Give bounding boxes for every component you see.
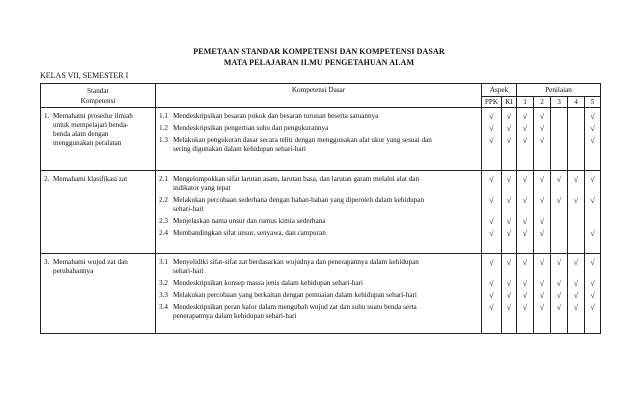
check-mark: √ [522, 258, 528, 267]
check-mark: √ [522, 229, 528, 238]
kd-text [173, 124, 328, 133]
table-row [41, 254, 601, 334]
check-mark [551, 124, 567, 133]
sk-text: Memahami wujud zat dan [53, 258, 128, 266]
header-penilaian-4: 4 [568, 97, 585, 108]
check-mark: √ [573, 279, 579, 288]
check-mark: √ [489, 229, 494, 238]
check-mark: √ [539, 112, 545, 121]
kd-text [173, 291, 417, 300]
kd-text-line: penerapannya dalam kehidupan sehari-hari [173, 312, 297, 320]
check-mark [568, 217, 584, 226]
header-penilaian-5: 5 [585, 97, 601, 108]
header-standar-line1: Standar [87, 87, 109, 95]
assessment-mark-cell [534, 254, 551, 334]
check-mark: √ [506, 175, 512, 184]
kompetensi-dasar-cell [156, 254, 482, 334]
check-mark: √ [590, 279, 595, 288]
check-mark: √ [539, 303, 545, 312]
check-mark: √ [556, 291, 562, 300]
header-ki: KI [502, 97, 517, 108]
header-standar-line2: Kompetensi [80, 97, 116, 105]
assessment-mark-cell [585, 171, 601, 254]
header-kompetensi-dasar: Kompetensi Dasar [156, 84, 482, 108]
assessment-mark-cell [502, 108, 517, 171]
check-mark: √ [506, 124, 512, 133]
assessment-mark-cell [534, 108, 551, 171]
assessment-mark-cell [568, 254, 585, 334]
assessment-mark-cell [551, 254, 568, 334]
check-mark: √ [506, 112, 512, 121]
kd-text-line: Mendeskripsikan peran kalor dalam mengubah wujud zat dan suhu suatu benda serta [173, 303, 417, 311]
document-title-line2: MATA PELAJARAN ILMU PENGETAHUAN ALAM [223, 58, 415, 67]
sk-text-continuation: benda alam dengan [53, 130, 109, 138]
assessment-mark-cell [482, 108, 502, 171]
check-mark: √ [556, 303, 562, 312]
sk-text-continuation: untuk mempelajari benda- [53, 121, 129, 129]
check-mark: √ [539, 217, 545, 226]
check-mark: √ [590, 196, 595, 205]
kd-number: 1.1 [159, 112, 168, 120]
check-mark: √ [489, 303, 494, 312]
check-mark [585, 217, 600, 226]
kd-text-line: sehari-hari [173, 205, 204, 213]
standar-kompetensi-cell [41, 171, 156, 254]
document-title-line1: PEMETAAN STANDAR KOMPETENSI DAN KOMPETENSI DASAR [193, 47, 445, 56]
assessment-mark-cell [502, 254, 517, 334]
check-mark: √ [522, 175, 528, 184]
kd-text-line: Mengelompokkan sifat larutan asam, larutan basa, dan larutan garam melalui alat dan [173, 175, 420, 183]
kd-text-line: indikator yang tepat [173, 184, 231, 192]
sk-text-continuation: menggunakan peralatan [53, 139, 122, 147]
check-mark: √ [539, 229, 545, 238]
kd-number: 1.2 [159, 124, 168, 132]
check-mark: √ [489, 258, 494, 267]
check-mark [568, 124, 584, 133]
kd-text [173, 112, 378, 121]
check-mark: √ [522, 303, 528, 312]
check-mark: √ [506, 196, 512, 205]
check-mark: √ [556, 175, 562, 184]
assessment-mark-cell [551, 108, 568, 171]
check-mark: √ [590, 136, 595, 145]
kompetensi-dasar-item [159, 258, 478, 276]
check-mark: √ [590, 112, 595, 121]
check-mark: √ [573, 303, 579, 312]
check-mark: √ [539, 279, 545, 288]
table-row [41, 108, 601, 171]
check-mark [551, 136, 567, 154]
kd-text-line: Menjelaskan nama unsur dan rumus kimia sederhana [173, 217, 326, 225]
header-aspek: Aspek [482, 84, 517, 97]
kompetensi-dasar-item [159, 291, 478, 300]
check-mark [551, 217, 567, 226]
kd-text-line: Mendeskripsikan konsep massa jenis dalam kehidupan sehari-hari [173, 279, 364, 287]
kd-text [173, 303, 417, 321]
table-row [41, 171, 601, 254]
kd-number: 3.3 [159, 291, 168, 299]
check-mark: √ [506, 229, 512, 238]
check-mark: √ [590, 303, 595, 312]
check-mark: √ [522, 196, 528, 205]
kompetensi-dasar-item [159, 196, 478, 214]
kd-text-line: Melakukan pengukuran dasar secara teliti dengan menggunakan alat ukur yang sesuai dan [173, 136, 432, 144]
kd-number: 3.1 [159, 258, 168, 266]
check-mark: √ [539, 258, 545, 267]
kd-text [173, 136, 432, 154]
check-mark: √ [522, 136, 528, 145]
sk-number: 2. [44, 175, 50, 183]
check-mark: √ [556, 196, 562, 205]
check-mark: √ [590, 175, 595, 184]
kompetensi-dasar-item [159, 217, 478, 226]
kd-text-line: Membandingkan sifat unsur, senyawa, dan campuran [173, 229, 326, 237]
check-mark: √ [539, 136, 545, 145]
kompetensi-dasar-item [159, 175, 478, 193]
header-penilaian: Penilaian [517, 84, 601, 97]
header-penilaian-3: 3 [551, 97, 568, 108]
kd-text [173, 279, 363, 288]
kompetensi-dasar-item [159, 303, 478, 321]
check-mark: √ [506, 279, 512, 288]
check-mark: √ [489, 291, 494, 300]
check-mark: √ [522, 279, 528, 288]
check-mark: √ [489, 124, 494, 133]
kd-text-line: sering digunakan dalam kehidupan sehari-hari [173, 145, 306, 153]
check-mark: √ [489, 217, 494, 226]
check-mark: √ [573, 258, 579, 267]
check-mark: √ [489, 112, 494, 121]
check-mark: √ [506, 136, 512, 145]
kd-number: 3.4 [159, 303, 168, 311]
check-mark: √ [489, 175, 494, 184]
kd-text [173, 217, 326, 226]
kd-number: 2.4 [159, 229, 168, 237]
assessment-mark-cell [568, 171, 585, 254]
header-ppk: PPK [482, 97, 502, 108]
kompetensi-dasar-item [159, 112, 478, 121]
check-mark [568, 136, 584, 154]
kd-text [173, 229, 326, 238]
kompetensi-dasar-cell [156, 108, 482, 171]
kd-text [173, 175, 419, 193]
check-mark: √ [522, 112, 528, 121]
assessment-mark-cell [517, 171, 534, 254]
assessment-mark-cell [517, 254, 534, 334]
header-penilaian-1: 1 [517, 97, 534, 108]
assessment-mark-cell [585, 108, 601, 171]
kd-number: 2.1 [159, 175, 168, 183]
assessment-mark-cell [568, 108, 585, 171]
kd-text [173, 196, 424, 214]
assessment-mark-cell [534, 171, 551, 254]
sk-number: 3. [44, 258, 50, 266]
assessment-mark-cell [482, 254, 502, 334]
check-mark: √ [573, 291, 579, 300]
assessment-mark-cell [517, 108, 534, 171]
check-mark: √ [489, 196, 494, 205]
header-standar-kompetensi [41, 84, 156, 108]
check-mark: √ [556, 279, 562, 288]
check-mark: √ [590, 291, 595, 300]
sk-text: Memahami klasifikasi zat [53, 175, 128, 183]
kd-text-line: Mendeskripsikan pengertian suhu dan pengukurannya [173, 124, 329, 132]
check-mark [551, 229, 567, 238]
check-mark: √ [522, 291, 528, 300]
check-mark: √ [556, 258, 562, 267]
assessment-mark-cell [502, 171, 517, 254]
check-mark: √ [506, 258, 512, 267]
assessment-mark-cell [551, 171, 568, 254]
kd-text-line: Mendeskripsikan besaran pokok dan besaran turunan beserta satuannya [173, 112, 379, 120]
kd-text-line: sehari-hari [173, 267, 204, 275]
sk-number: 1. [44, 112, 50, 120]
check-mark: √ [573, 196, 579, 205]
class-semester-label: KELAS VII, SEMESTER I [40, 71, 129, 80]
kd-number: 2.2 [159, 196, 168, 204]
check-mark: √ [539, 196, 545, 205]
kd-text [173, 258, 419, 276]
check-mark [551, 112, 567, 121]
kd-text-line: Melakukan percobaan sederhana dengan bahan-bahan yang diperoleh dalam kehidupan [173, 196, 425, 204]
header-penilaian-2: 2 [534, 97, 551, 108]
check-mark: √ [489, 279, 494, 288]
check-mark: √ [522, 217, 528, 226]
kompetensi-dasar-item [159, 124, 478, 133]
kompetensi-dasar-cell [156, 171, 482, 254]
check-mark: √ [489, 136, 494, 145]
check-mark: √ [590, 124, 595, 133]
check-mark [568, 112, 584, 121]
assessment-mark-cell [585, 254, 601, 334]
assessment-mark-cell [482, 171, 502, 254]
kompetensi-dasar-item [159, 136, 478, 154]
kompetensi-dasar-item [159, 279, 478, 288]
check-mark: √ [522, 124, 528, 133]
kompetensi-dasar-item [159, 229, 478, 238]
kd-text-line: Menyelidiki sifat-sifat zat berdasarkan wujudnya dan penerapannya dalam kehidupan [173, 258, 419, 266]
check-mark: √ [590, 258, 595, 267]
check-mark [568, 229, 584, 238]
kd-number: 2.3 [159, 217, 168, 225]
kd-number: 1.3 [159, 136, 168, 144]
standar-kompetensi-cell [41, 108, 156, 171]
kd-number: 3.2 [159, 279, 168, 287]
check-mark: √ [506, 217, 512, 226]
sk-text: Memahami prosedur ilmiah [53, 112, 133, 120]
check-mark: √ [573, 175, 579, 184]
sk-text-continuation: perubahannya [53, 267, 94, 275]
standar-kompetensi-cell [41, 254, 156, 334]
check-mark: √ [506, 291, 512, 300]
kd-text-line: Melakukan percobaan yang berkaitan dengan pemuaian dalam kehidupan sehari-hari [173, 291, 417, 299]
competency-mapping-table [40, 83, 601, 334]
check-mark: √ [590, 229, 595, 238]
check-mark: √ [539, 124, 545, 133]
check-mark: √ [539, 291, 545, 300]
check-mark: √ [506, 303, 512, 312]
check-mark: √ [539, 175, 545, 184]
